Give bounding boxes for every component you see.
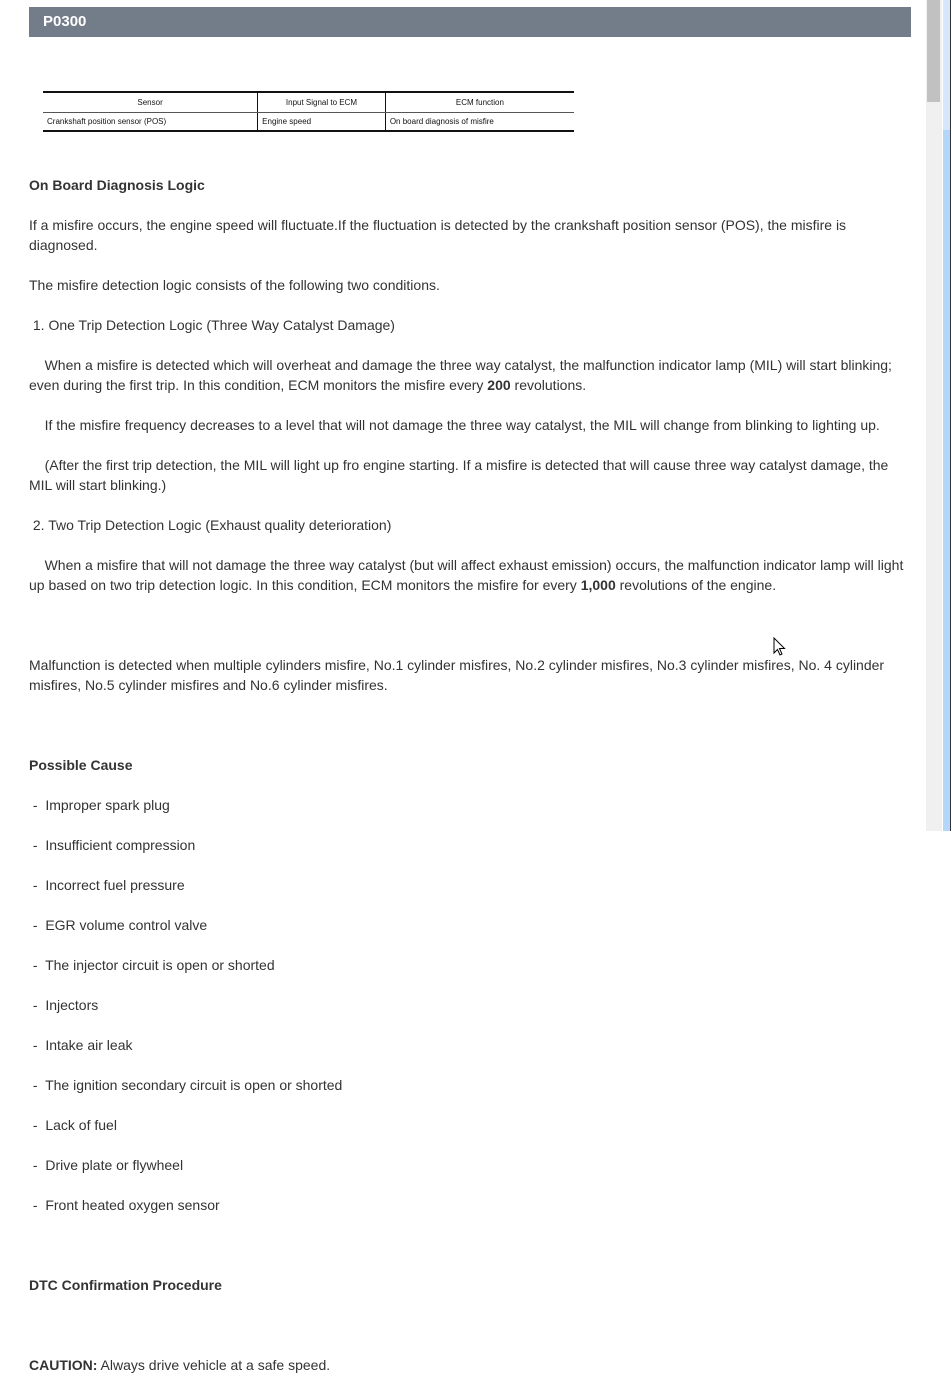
condition-2-title: 2. Two Trip Detection Logic (Exhaust quality deterioration) xyxy=(29,517,392,533)
table-header-row xyxy=(43,92,574,113)
section-header xyxy=(29,7,911,37)
condition-1-title: 1. One Trip Detection Logic (Three Way Catalyst Damage) xyxy=(29,317,395,333)
cell-input-signal: Engine speed xyxy=(258,113,386,132)
list-item: - The injector circuit is open or shorted xyxy=(29,957,275,973)
list-item: - Drive plate or flywheel xyxy=(29,1157,184,1173)
cell-ecm-function: On board diagnosis of misfire xyxy=(385,113,574,132)
text: revolutions. xyxy=(510,377,587,393)
caution-note xyxy=(29,1355,914,1375)
scrollbar-thumb[interactable] xyxy=(927,0,940,102)
text: When a misfire is detected which will overheat and damage the three way catalyst, the malfunction indicator lamp (MIL) will start blinking; even during the first trip. In this condition, ECM monitors the misfire every xyxy=(29,357,896,393)
revolutions-value: 200 xyxy=(487,377,511,393)
cell-sensor: Crankshaft position sensor (POS) xyxy=(43,113,258,132)
sensor-table xyxy=(43,91,574,132)
possible-cause-heading: Possible Cause xyxy=(29,757,133,773)
list-item: - Insufficient compression xyxy=(29,837,196,853)
list-item: - Improper spark plug xyxy=(29,797,170,813)
logic-paragraph: If a misfire occurs, the engine speed will fluctuate.If the fluctuation is detected by the crankshaft position sensor (POS), the misfire is diagnosed. xyxy=(29,217,850,253)
mouse-cursor-icon xyxy=(773,637,787,657)
text: revolutions of the engine. xyxy=(615,577,777,593)
condition-2-text xyxy=(29,555,914,595)
list-item: - Front heated oxygen sensor xyxy=(29,1197,220,1213)
condition-1-text: If the misfire frequency decreases to a level that will not damage the three way catalyst, the MIL will change from blinking to lighting up. xyxy=(29,417,880,433)
caution-label: CAUTION: xyxy=(29,1357,98,1373)
malfunction-paragraph: Malfunction is detected when multiple cylinders misfire, No.1 cylinder misfires, No.2 cylinder misfires, No.3 cylinder misfires, No. 4 cylinder misfires, No.5 cylinder misfires and No.6 cylinder misfires. xyxy=(29,657,888,693)
logic-heading: On Board Diagnosis Logic xyxy=(29,177,205,193)
list-item: - Incorrect fuel pressure xyxy=(29,877,185,893)
col-sensor: Sensor xyxy=(43,92,258,113)
text: When a misfire that will not damage the three way catalyst (but will affect exhaust emission) occurs, the malfunction indicator lamp will light up based on two trip detection logic. In this condition, ECM monitors the misfire for every xyxy=(29,557,908,593)
side-panel-edge-highlight xyxy=(943,130,950,831)
list-item: - Lack of fuel xyxy=(29,1117,117,1133)
condition-1-text: (After the first trip detection, the MIL will light up fro engine starting. If a misfire is detected that will cause three way catalyst damage, the MIL will start blinking.) xyxy=(29,457,893,493)
table-row xyxy=(43,113,574,132)
article-body xyxy=(29,155,914,1395)
caution-text: Always drive vehicle at a safe speed. xyxy=(97,1357,331,1373)
vertical-scrollbar[interactable] xyxy=(926,0,942,831)
col-input-signal: Input Signal to ECM xyxy=(258,92,386,113)
condition-1-text xyxy=(29,355,914,395)
dtc-procedure-heading: DTC Confirmation Procedure xyxy=(29,1277,222,1293)
revolutions-value: 1,000 xyxy=(580,577,616,593)
logic-paragraph: The misfire detection logic consists of the following two conditions. xyxy=(29,277,440,293)
list-item: - EGR volume control valve xyxy=(29,917,208,933)
list-item: - The ignition secondary circuit is open or shorted xyxy=(29,1077,343,1093)
list-item: - Injectors xyxy=(29,997,99,1013)
dtc-code-title: P0300 xyxy=(43,13,87,30)
col-ecm-function: ECM function xyxy=(385,92,574,113)
list-item: - Intake air leak xyxy=(29,1037,133,1053)
